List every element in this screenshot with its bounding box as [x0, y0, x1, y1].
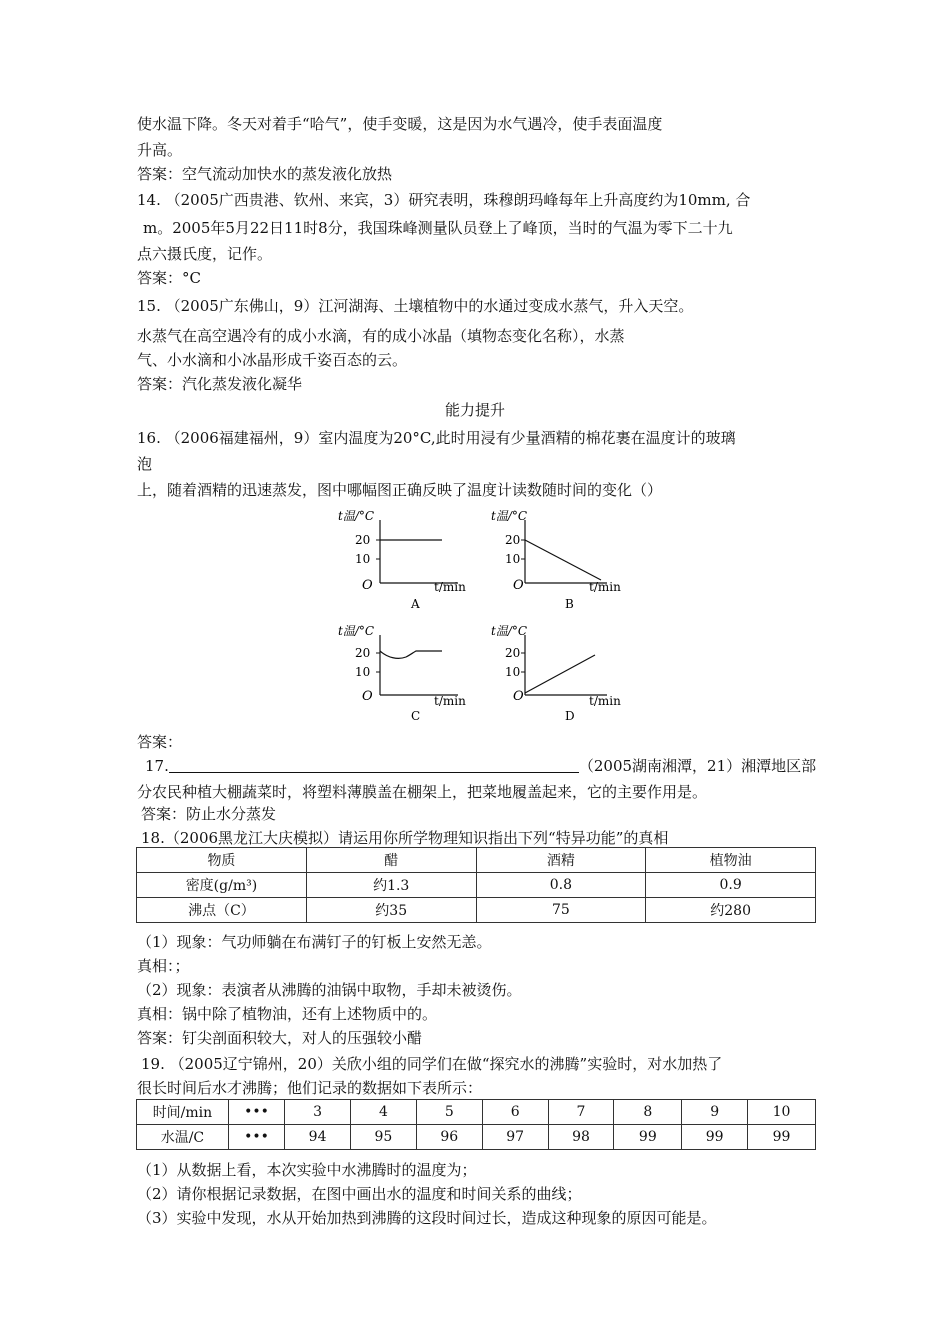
- table-cell: 95: [351, 1125, 417, 1150]
- table-cell: 94: [285, 1125, 351, 1150]
- table-cell: 6: [482, 1100, 548, 1125]
- table-row: [137, 1125, 816, 1150]
- water-temperature-table: [136, 1099, 816, 1150]
- table-cell: •••: [228, 1125, 284, 1150]
- answer-line: 答案：防止水分蒸发: [141, 805, 277, 823]
- graph-label: B: [565, 597, 574, 611]
- substance-table: [136, 847, 816, 923]
- x-axis-label: t/min: [589, 580, 621, 594]
- answer-line: 答案：: [137, 733, 183, 751]
- text-line: 点六摄氏度，记作。: [137, 245, 273, 263]
- temperature-curve: [525, 540, 601, 580]
- x-axis-label: t/min: [434, 580, 466, 594]
- table-cell: 沸点（C）: [137, 898, 307, 923]
- question-text: （2005湖南湘潭，21）湘潭地区部: [578, 757, 817, 775]
- question-19: 19. （2005辽宁锦州，20）关欣小组的同学们在做“探究水的沸腾”实验时，对水加热了: [141, 1055, 723, 1073]
- table-row: [137, 1100, 816, 1125]
- y-tick-label: 10: [505, 552, 521, 566]
- table-header-cell: 酒精: [476, 848, 646, 873]
- table-cell: 96: [416, 1125, 482, 1150]
- text-line: 很长时间后水才沸腾；他们记录的数据如下表所示：: [137, 1079, 483, 1097]
- question-16: 16. （2006福建福州，9）室内温度为20°C,此时用浸有少量酒精的棉花裹在温度计的玻璃: [137, 429, 736, 447]
- text-line: （2）现象：表演者从沸腾的油锅中取物，手却未被烫伤。: [137, 981, 522, 999]
- text-line: （1）从数据上看，本次实验中水沸腾时的温度为；: [137, 1161, 477, 1179]
- table-cell: 7: [548, 1100, 614, 1125]
- table-cell: 75: [476, 898, 646, 923]
- answer-line: 答案：空气流动加快水的蒸发液化放热: [137, 165, 393, 183]
- y-axis-label: t温/°C: [338, 509, 375, 523]
- origin-label: O: [362, 578, 373, 593]
- x-axis-label: t/min: [589, 694, 621, 708]
- table-header-cell: 时间/min: [137, 1100, 229, 1125]
- text-line: 水蒸气在高空遇冷有的成小水滴，有的成小冰晶（填物态变化名称），水蒸: [137, 327, 625, 345]
- y-tick-label: 10: [355, 665, 371, 679]
- question-15: 15. （2005广东佛山，9）江河湖海、土壤植物中的水通过变成水蒸气，升入天空。: [137, 297, 694, 315]
- question-17: [145, 756, 816, 776]
- text-line: 气、小水滴和小冰晶形成千姿百态的云。: [137, 351, 408, 369]
- origin-label: O: [362, 689, 373, 704]
- y-axis-label: t温/°C: [338, 624, 375, 638]
- text-line: （3）实验中发现，水从开始加热到沸腾的这段时间过长，造成这种现象的原因可能是。: [137, 1209, 717, 1227]
- question-14: 14. （2005广西贵港、钦州、来宾，3）研究表明，珠穆朗玛峰每年上升高度约为10mm, 合: [137, 191, 751, 209]
- table-cell: 0.9: [646, 873, 816, 898]
- table-row: [137, 848, 816, 873]
- table-cell: 3: [285, 1100, 351, 1125]
- table-cell: 4: [351, 1100, 417, 1125]
- table-header-cell: 植物油: [646, 848, 816, 873]
- temperature-curve: [525, 655, 595, 693]
- temperature-curve: [380, 651, 442, 658]
- graph-label: A: [411, 597, 420, 611]
- text-line: 真相：；: [137, 957, 190, 975]
- text-line: 泡: [137, 455, 153, 473]
- table-cell: •••: [228, 1100, 284, 1125]
- graph-label: C: [411, 709, 421, 723]
- question-number: 17.: [145, 757, 169, 775]
- y-tick-label: 20: [355, 646, 371, 660]
- y-tick-label: 20: [505, 646, 521, 660]
- graph-a: [330, 505, 470, 613]
- table-cell: 9: [682, 1100, 748, 1125]
- x-axis-label: t/min: [434, 694, 466, 708]
- text-line: （1）现象：气功师躺在布满钉子的钉板上安然无恙。: [137, 933, 492, 951]
- y-tick-label: 10: [355, 552, 371, 566]
- graph-label: D: [565, 709, 575, 723]
- table-cell: 10: [748, 1100, 816, 1125]
- table-cell: 约1.3: [306, 873, 476, 898]
- table-header-cell: 水温/C: [137, 1125, 229, 1150]
- table-header-cell: 物质: [137, 848, 307, 873]
- y-tick-label: 20: [355, 533, 371, 547]
- y-tick-label: 20: [505, 533, 521, 547]
- text-line: 使水温下降。冬天对着手“哈气”，使手变暖，这是因为水气遇冷，使手表面温度: [137, 115, 663, 133]
- table-cell: 99: [748, 1125, 816, 1150]
- table-cell: 99: [682, 1125, 748, 1150]
- answer-line: 答案：汽化蒸发液化凝华: [137, 375, 303, 393]
- table-row: [137, 873, 816, 898]
- text-line: 分农民种植大棚蔬菜时，将塑料薄膜盖在棚架上，把菜地履盖起来，它的主要作用是。: [137, 783, 708, 801]
- table-cell: 0.8: [476, 873, 646, 898]
- answer-line: 答案：°C: [137, 269, 201, 287]
- origin-label: O: [513, 578, 524, 593]
- table-cell: 约35: [306, 898, 476, 923]
- y-axis-label: t温/°C: [491, 509, 528, 523]
- text-line: 真相：锅中除了植物油，还有上述物质中的。: [137, 1005, 438, 1023]
- y-tick-label: 10: [505, 665, 521, 679]
- section-heading: 能力提升: [444, 401, 505, 419]
- graph-d: [483, 620, 623, 728]
- table-cell: 98: [548, 1125, 614, 1150]
- text-line: 升高。: [137, 141, 183, 159]
- table-cell: 密度(g/m³): [137, 873, 307, 898]
- y-axis-label: t温/°C: [491, 624, 528, 638]
- answer-line: 答案：钉尖剖面积较大，对人的压强较小醋: [137, 1029, 423, 1047]
- table-cell: 97: [482, 1125, 548, 1150]
- text-line: m。2005年5月22日11时8分，我国珠峰测量队员登上了峰顶，当时的气温为零下二十九: [143, 219, 733, 237]
- table-cell: 5: [416, 1100, 482, 1125]
- table-header-cell: 醋: [306, 848, 476, 873]
- graph-b: [483, 505, 623, 613]
- answer-blank: [169, 757, 579, 773]
- table-cell: 8: [614, 1100, 682, 1125]
- graph-c: [330, 620, 470, 728]
- question-18: 18.（2006黑龙江大庆模拟）请运用你所学物理知识指出下列“特异功能”的真相: [141, 829, 669, 847]
- text-line: 上，随着酒精的迅速蒸发，图中哪幅图正确反映了温度计读数随时间的变化（）: [137, 481, 663, 499]
- text-line: （2）请你根据记录数据，在图中画出水的温度和时间关系的曲线；: [137, 1185, 582, 1203]
- origin-label: O: [513, 689, 524, 704]
- table-row: [137, 898, 816, 923]
- table-cell: 约280: [646, 898, 816, 923]
- table-cell: 99: [614, 1125, 682, 1150]
